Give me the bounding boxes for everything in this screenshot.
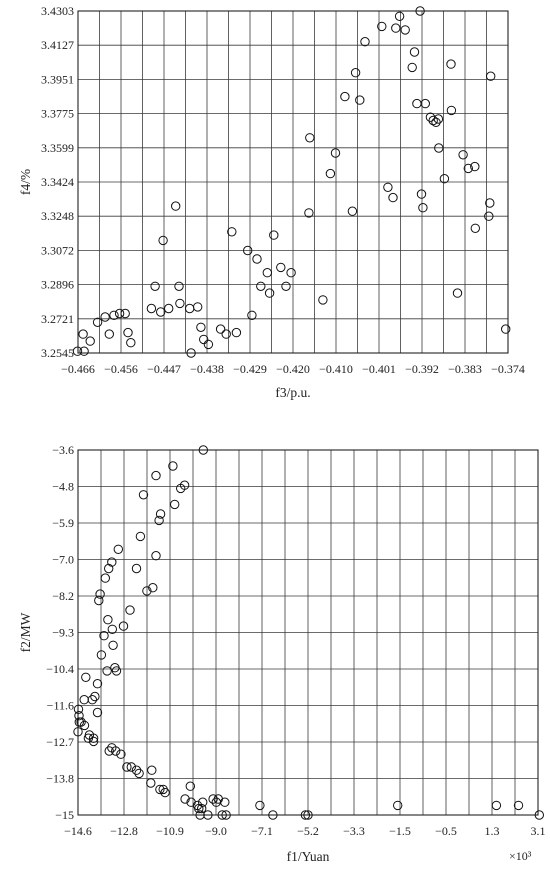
y-tick-label: −15 (55, 808, 74, 822)
data-point (109, 641, 117, 649)
y-tick-label: 3.3072 (41, 243, 74, 258)
data-point (82, 673, 90, 681)
gridlines (78, 11, 508, 353)
y-tick-label: −8.2 (52, 589, 74, 603)
data-point (492, 801, 500, 809)
data-point (126, 606, 134, 614)
data-point (408, 63, 416, 71)
data-point (139, 491, 147, 499)
data-point (80, 347, 88, 355)
x-axis-multiplier: ×10³ (509, 849, 532, 863)
scatter-panel-f1-f2 (18, 443, 546, 864)
data-point (114, 545, 122, 553)
data-point (395, 12, 403, 20)
x-tick-label: −9.0 (205, 824, 227, 838)
data-point (331, 149, 339, 157)
data-point (232, 328, 240, 336)
data-point (96, 590, 104, 598)
data-point (326, 169, 334, 177)
data-point (204, 340, 212, 348)
data-point (351, 69, 359, 77)
x-tick-label: −0.5 (435, 824, 457, 838)
data-point (93, 708, 101, 716)
data-point (348, 207, 356, 215)
data-point (104, 616, 112, 624)
data-point (447, 60, 455, 68)
data-point (148, 766, 156, 774)
data-point (86, 337, 94, 345)
data-point (165, 304, 173, 312)
y-tick-label: −13.8 (46, 771, 74, 786)
scatter-panel-f3-f4 (18, 4, 525, 400)
data-point (112, 667, 120, 675)
data-point (151, 282, 159, 290)
data-point (392, 24, 400, 32)
data-point (384, 183, 392, 191)
x-tick-label: 3.1 (530, 824, 546, 838)
x-tick-label: −1.5 (389, 824, 411, 838)
data-point (121, 309, 129, 317)
x-tick-label: −0.456 (104, 362, 138, 376)
y-tick-label: −10.4 (46, 662, 74, 676)
data-point (172, 202, 180, 210)
y-tick-label: 3.4303 (41, 4, 74, 18)
data-point (471, 224, 479, 232)
y-tick-label: 3.4127 (41, 38, 74, 53)
y-tick-labels (46, 443, 74, 822)
data-point (459, 151, 467, 159)
data-point (453, 289, 461, 297)
y-tick-label: 3.2721 (41, 311, 74, 326)
data-point (389, 193, 397, 201)
data-point (502, 325, 510, 333)
data-point (110, 311, 118, 319)
y-axis-label: f4/% (18, 168, 33, 196)
x-tick-label: −0.392 (405, 362, 439, 376)
data-point (147, 779, 155, 787)
data-point (152, 471, 160, 479)
data-point (341, 92, 349, 100)
data-point (147, 304, 155, 312)
data-point (419, 204, 427, 212)
y-axis-label: f2/MW (18, 612, 33, 653)
x-tick-label: −0.383 (448, 362, 482, 376)
data-point (410, 48, 418, 56)
data-point (282, 282, 290, 290)
gridlines (78, 450, 538, 815)
data-point (263, 269, 271, 277)
data-point (152, 552, 160, 560)
data-point (105, 330, 113, 338)
data-point (265, 289, 273, 297)
x-tick-label: −0.466 (61, 362, 95, 376)
y-tick-labels (41, 4, 74, 360)
x-axis-label: f3/p.u. (275, 385, 311, 400)
data-point (319, 296, 327, 304)
data-point (124, 328, 132, 336)
data-point (248, 311, 256, 319)
data-point (176, 299, 184, 307)
data-point (222, 330, 230, 338)
x-tick-label: −0.410 (319, 362, 353, 376)
data-point (257, 282, 265, 290)
y-tick-label: 3.3248 (41, 209, 74, 224)
data-point (216, 325, 224, 333)
data-point (93, 318, 101, 326)
data-point (356, 96, 364, 104)
data-point (101, 313, 109, 321)
y-tick-label: 3.3951 (41, 72, 74, 87)
x-tick-label: −0.438 (190, 362, 224, 376)
x-tick-label: −0.447 (147, 362, 181, 376)
data-point (221, 798, 229, 806)
y-tick-label: −9.3 (52, 625, 74, 640)
data-point (394, 801, 402, 809)
data-point (79, 330, 87, 338)
data-point (132, 564, 140, 572)
data-point (256, 801, 264, 809)
data-point (136, 532, 144, 540)
data-point (93, 680, 101, 688)
data-point (197, 323, 205, 331)
data-point (413, 99, 421, 107)
data-point (101, 574, 109, 582)
data-point (80, 696, 88, 704)
y-tick-label: 3.2545 (41, 346, 74, 360)
x-tick-label: −0.420 (276, 362, 310, 376)
data-point (306, 134, 314, 142)
y-tick-label: −4.8 (52, 479, 74, 494)
data-point (253, 255, 261, 263)
data-point (277, 263, 285, 271)
x-tick-labels (64, 824, 545, 838)
data-point (361, 38, 369, 46)
y-tick-label: 3.2896 (41, 277, 74, 292)
x-tick-label: −3.3 (343, 824, 365, 838)
y-tick-label: 3.3775 (41, 106, 74, 121)
y-tick-label: −11.6 (46, 698, 74, 713)
data-point (159, 236, 167, 244)
x-tick-labels (61, 362, 525, 376)
x-tick-label: −0.429 (233, 362, 267, 376)
x-tick-label: −5.2 (297, 824, 319, 838)
data-point (186, 304, 194, 312)
y-tick-label: −7.0 (52, 552, 74, 567)
data-point (401, 26, 409, 34)
x-tick-label: −0.374 (491, 362, 525, 376)
y-tick-label: 3.3424 (41, 175, 74, 189)
data-point (119, 622, 127, 630)
data-point (171, 500, 179, 508)
y-tick-label: −3.6 (52, 443, 74, 457)
data-point (97, 651, 105, 659)
x-tick-label: 1.3 (484, 824, 500, 838)
x-tick-label: −0.401 (362, 362, 396, 376)
data-point (417, 190, 425, 198)
y-tick-label: 3.3599 (41, 140, 74, 155)
x-tick-label: −7.1 (251, 824, 273, 838)
data-point (194, 303, 202, 311)
x-axis-label: f1/Yuan (286, 849, 330, 864)
x-tick-label: −12.8 (110, 824, 138, 838)
y-tick-label: −5.9 (52, 516, 74, 530)
data-point (175, 282, 183, 290)
y-tick-label: −12.7 (46, 735, 74, 749)
data-point (514, 801, 522, 809)
x-tick-label: −10.9 (156, 824, 184, 838)
data-point (103, 667, 111, 675)
data-point (287, 269, 295, 277)
data-point (127, 339, 135, 347)
x-tick-label: −14.6 (64, 824, 92, 838)
data-point (270, 231, 278, 239)
